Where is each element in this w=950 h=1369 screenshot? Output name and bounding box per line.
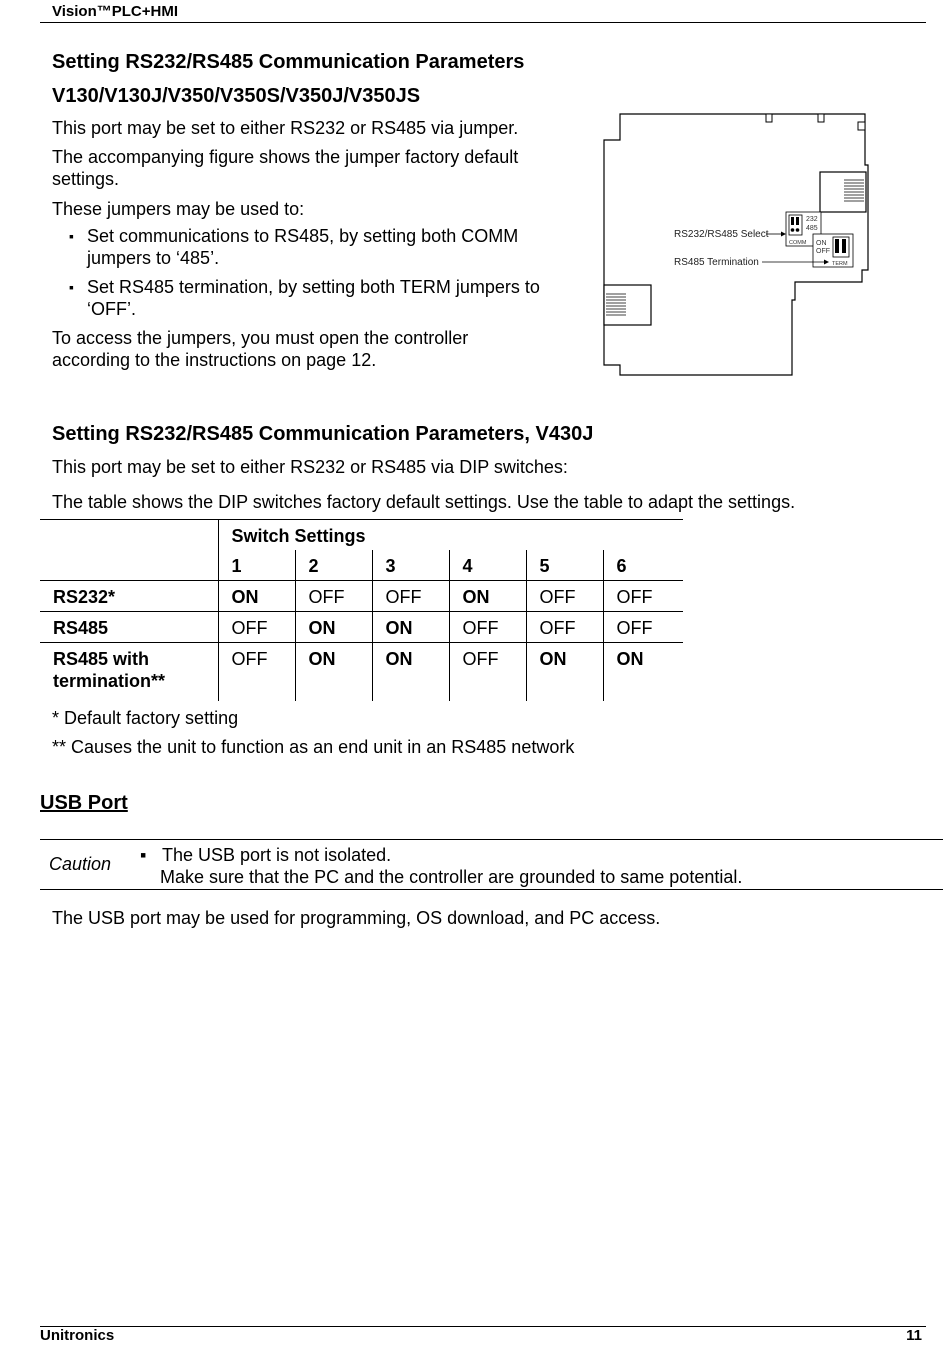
row-label: RS485 with termination**	[53, 649, 166, 691]
section1-title: Setting RS232/RS485 Communication Parameters	[52, 51, 525, 73]
running-header: Vision™PLC+HMI	[52, 3, 178, 20]
section1-subtitle: V130/V130J/V350/V350S/V350J/V350JS	[52, 85, 421, 107]
section1-paragraph-2: The accompanying figure shows the jumper factory default settings.	[52, 147, 519, 189]
caution-bullet-marker: ▪	[140, 845, 147, 865]
usb-paragraph: The USB port may be used for programming, OS download, and PC access.	[52, 908, 661, 928]
table-row	[40, 612, 683, 643]
footnote-default: * Default factory setting	[52, 708, 239, 728]
caution-label: Caution	[49, 854, 112, 874]
dip-switch-table	[40, 519, 683, 701]
row-label: RS485	[53, 618, 109, 638]
jumper-term-label: TERM	[832, 261, 848, 267]
rs232-rs485-select-label: RS232/RS485 Select	[674, 229, 769, 240]
jumper-bullet-list	[52, 225, 562, 327]
page-number: 11	[906, 1327, 922, 1344]
bullet-comm-jumpers: ▪ Set communications to RS485, by setting both COMM jumpers to ‘485’.	[52, 225, 562, 269]
table-cell: OFF	[218, 612, 295, 643]
table-cell: OFF	[449, 612, 526, 643]
table-cell: OFF	[218, 643, 295, 702]
column-header: 6	[603, 550, 683, 581]
section1-paragraph-4: To access the jumpers, you must open the controller according to the instructions on page 12.	[52, 328, 469, 370]
table-cell: ON	[295, 612, 372, 643]
footnote-termination: ** Causes the unit to function as an end unit in an RS485 network	[52, 737, 575, 757]
table-cell: ON	[449, 581, 526, 612]
table-cell: OFF	[526, 581, 603, 612]
table-group-header-row	[40, 520, 683, 551]
rs485-termination-label: RS485 Termination	[674, 257, 759, 268]
table-cell: ON	[372, 643, 449, 702]
column-header: 1	[218, 550, 295, 581]
table-cell: ON	[526, 643, 603, 702]
section2-paragraph-2: The table shows the DIP switches factory default settings. Use the table to adapt the settings.	[52, 492, 796, 512]
table-column-header-row	[40, 550, 683, 581]
table-cell: ON	[603, 643, 683, 702]
header-rule	[40, 22, 926, 23]
jumper-485-label: 485	[806, 225, 818, 232]
row-label: RS232*	[53, 587, 116, 607]
table-row	[40, 643, 683, 702]
table-cell: ON	[372, 612, 449, 643]
table-cell: OFF	[449, 643, 526, 702]
column-header: 5	[526, 550, 603, 581]
table-cell: OFF	[603, 581, 683, 612]
table-cell: OFF	[603, 612, 683, 643]
jumper-232-label: 232	[806, 216, 818, 223]
table-cell: OFF	[526, 612, 603, 643]
footer-brand: Unitronics	[40, 1327, 115, 1344]
column-header: 2	[295, 550, 372, 581]
jumper-comm-label: COMM	[789, 240, 807, 246]
section1-paragraph-1: This port may be set to either RS232 or RS485 via jumper.	[52, 118, 519, 138]
bullet-term-jumpers: ▪ Set RS485 termination, by setting both TERM jumpers to ‘OFF’.	[52, 276, 562, 320]
caution-line-2: Make sure that the PC and the controller are grounded to same potential.	[160, 867, 743, 887]
caution-line-1: The USB port is not isolated.	[162, 845, 392, 865]
section1-paragraph-3: These jumpers may be used to:	[52, 199, 305, 219]
caution-bottom-rule	[40, 889, 943, 890]
footer-rule	[40, 1326, 926, 1327]
caution-top-rule	[40, 839, 943, 840]
section2-paragraph-1: This port may be set to either RS232 or RS485 via DIP switches:	[52, 457, 568, 477]
table-cell: OFF	[372, 581, 449, 612]
column-header: 3	[372, 550, 449, 581]
jumper-on-label: ON	[816, 240, 827, 247]
usb-section-title: USB Port	[40, 792, 128, 814]
jumper-board-figure	[600, 110, 875, 380]
section2-title: Setting RS232/RS485 Communication Parameters, V430J	[52, 423, 594, 445]
jumper-off-label: OFF	[816, 248, 830, 255]
switch-settings-header: Switch Settings	[218, 520, 683, 551]
table-row	[40, 581, 683, 612]
table-cell: ON	[295, 643, 372, 702]
left-connector	[604, 285, 651, 325]
column-header: 4	[449, 550, 526, 581]
table-cell: OFF	[295, 581, 372, 612]
table-cell: ON	[218, 581, 295, 612]
